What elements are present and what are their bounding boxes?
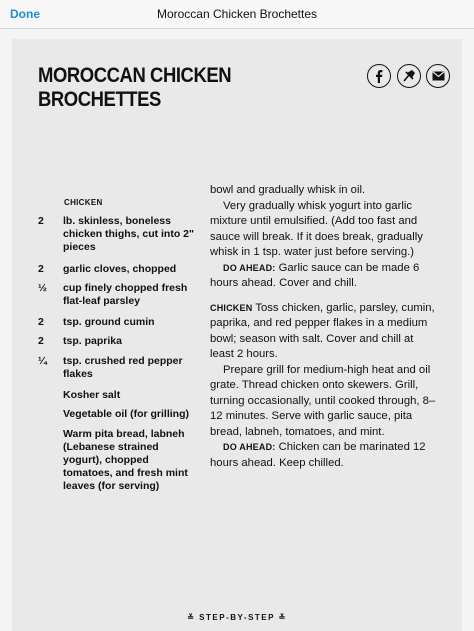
- paragraph-gap: [210, 292, 440, 301]
- ingredient-text: tsp. crushed red pepper flakes: [63, 355, 183, 380]
- facebook-share-button[interactable]: [367, 64, 391, 88]
- instruction-paragraph: bowl and gradually whisk in oil.: [210, 184, 366, 196]
- ingredient-text: Vegetable oil (for grilling): [63, 408, 190, 420]
- ingredient-text: tsp. ground cumin: [63, 316, 155, 328]
- do-ahead-text: Garlic sauce can be made 6 hours ahead. Cover and chill.: [210, 261, 420, 289]
- ingredient-quantity: 2: [38, 335, 44, 347]
- pinterest-share-button[interactable]: [397, 64, 421, 88]
- chicken-step-label: CHICKEN: [210, 302, 253, 313]
- ingredient-quantity: 2: [38, 316, 44, 328]
- chevron-down-icon: ≚: [187, 613, 196, 622]
- do-ahead-note: [210, 440, 440, 471]
- ingredient-text: Warm pita bread, labneh (Lebanese strained yogurt), chopped tomatoes, and fresh mint leaves (for serving): [63, 428, 188, 492]
- pinterest-pin-icon: [402, 69, 416, 83]
- email-share-button[interactable]: [426, 64, 450, 88]
- ingredient-quantity: 2: [38, 263, 44, 275]
- instructions-column: [210, 183, 440, 471]
- ingredient-quantity: ½: [38, 282, 47, 294]
- scroll-clip-mask: [210, 169, 440, 184]
- ingredient-text: tsp. paprika: [63, 335, 122, 347]
- ingredient-text: Kosher salt: [63, 389, 121, 401]
- done-button[interactable]: Done: [10, 7, 40, 21]
- step-by-step-button[interactable]: [12, 613, 462, 622]
- recipe-title-line-2: BROCHETTES: [38, 88, 161, 111]
- nav-title: Moroccan Chicken Brochettes: [156, 7, 318, 21]
- recipe-title: [38, 64, 232, 112]
- ingredient-quantity: ¼: [38, 355, 47, 367]
- do-ahead-text: Chicken can be marinated 12 hours ahead. Keep chilled.: [210, 441, 426, 469]
- ingredient-quantity: 2: [38, 215, 44, 227]
- instruction-paragraph: Prepare grill for medium-high heat and oil grate. Thread chicken onto skewers. Grill, turning occasionally, until cooked through, 8–12 minutes. Serve with garlic sauce, pita bread, labneh, tomatoes, and mint.: [210, 363, 436, 438]
- facebook-icon: [373, 69, 385, 83]
- navigation-bar: [0, 0, 474, 29]
- chicken-step-text: Toss chicken, garlic, parsley, cumin, paprika, and red pepper flakes in a medium bowl; season with salt. Cover and chill at least 2 hours.: [210, 301, 435, 360]
- recipe-card: [12, 39, 462, 631]
- chevron-down-icon: ≚: [278, 613, 287, 622]
- ingredient-text: cup finely chopped fresh flat-leaf parsley: [63, 282, 188, 307]
- ingredient-text: lb. skinless, boneless chicken thighs, cut into 2" pieces: [63, 215, 194, 253]
- ingredient-text: garlic cloves, chopped: [63, 263, 177, 275]
- do-ahead-label: DO AHEAD:: [223, 442, 276, 452]
- step-by-step-label: STEP-BY-STEP: [199, 613, 275, 622]
- recipe-title-line-1: MOROCCAN CHICKEN: [38, 64, 232, 87]
- do-ahead-label: DO AHEAD:: [223, 262, 276, 273]
- do-ahead-note: [210, 261, 440, 292]
- ingredients-section-label: CHICKEN: [64, 198, 103, 207]
- email-icon: [432, 71, 445, 81]
- instruction-paragraph: Very gradually whisk yogurt into garlic mixture until emulsified. (Add too fast and sauce will break. If it does break, gradually whisk in 1 tsp. water just before serving.): [210, 199, 423, 258]
- instruction-paragraph: [210, 301, 440, 363]
